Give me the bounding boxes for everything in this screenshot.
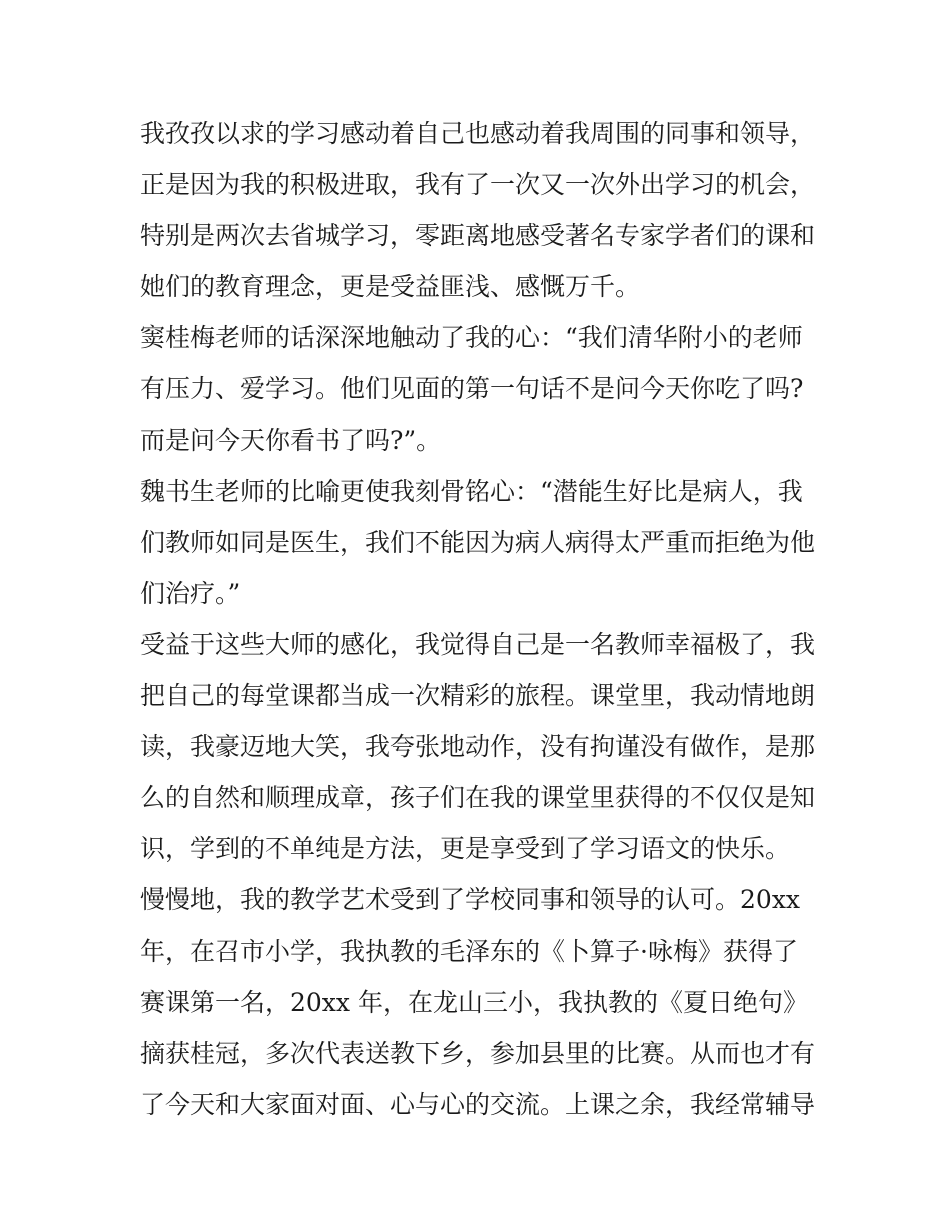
- text-line: 正是因为我的积极进取，我有了一次又一次外出学习的机会，: [140, 170, 816, 200]
- text-line: 们治疗。”: [140, 578, 241, 608]
- text-line: 年，在召市小学，我执教的毛泽东的《卜算子·咏梅》获得了: [140, 936, 798, 966]
- text-line: 有压力、爱学习。他们见面的第一句话不是问今天你吃了吗?: [140, 374, 804, 404]
- text-line: 魏书生老师的比喻更使我刻骨铭心：“潜能生好比是病人，我: [140, 476, 803, 506]
- text-line: 慢慢地，我的教学艺术受到了学校同事和领导的认可。20xx: [140, 885, 801, 915]
- text-line: 而是问今天你看书了吗?”。: [140, 425, 442, 455]
- text-line: 窦桂梅老师的话深深地触动了我的心：“我们清华附小的老师: [140, 323, 803, 353]
- text-line: 特别是两次去省城学习，零距离地感受著名专家学者们的课和: [140, 221, 816, 251]
- text-line: 赛课第一名，20xx 年，在龙山三小，我执教的《夏日绝句》: [140, 987, 808, 1017]
- text-line: 们教师如同是医生，我们不能因为病人病得太严重而拒绝为他: [140, 527, 816, 557]
- body-text: [140, 108, 820, 1130]
- text-line: 识，学到的不单纯是方法，更是享受到了学习语文的快乐。: [140, 834, 791, 864]
- text-line: 摘获桂冠，多次代表送教下乡，参加县里的比赛。从而也才有: [140, 1038, 816, 1068]
- text-line: 把自己的每堂课都当成一次精彩的旅程。课堂里，我动情地朗: [140, 681, 816, 711]
- text-line: 么的自然和顺理成章，孩子们在我的课堂里获得的不仅仅是知: [140, 783, 816, 813]
- text-line: 我孜孜以求的学习感动着自己也感动着我周围的同事和领导，: [140, 119, 816, 148]
- text-line: 了今天和大家面对面、心与心的交流。上课之余，我经常辅导: [140, 1089, 816, 1119]
- text-line: 受益于这些大师的感化，我觉得自己是一名教师幸福极了，我: [140, 629, 816, 659]
- text-line: 她们的教育理念，更是受益匪浅、感慨万千。: [140, 272, 641, 302]
- text-line: 读，我豪迈地大笑，我夸张地动作，没有拘谨没有做作，是那: [140, 732, 816, 762]
